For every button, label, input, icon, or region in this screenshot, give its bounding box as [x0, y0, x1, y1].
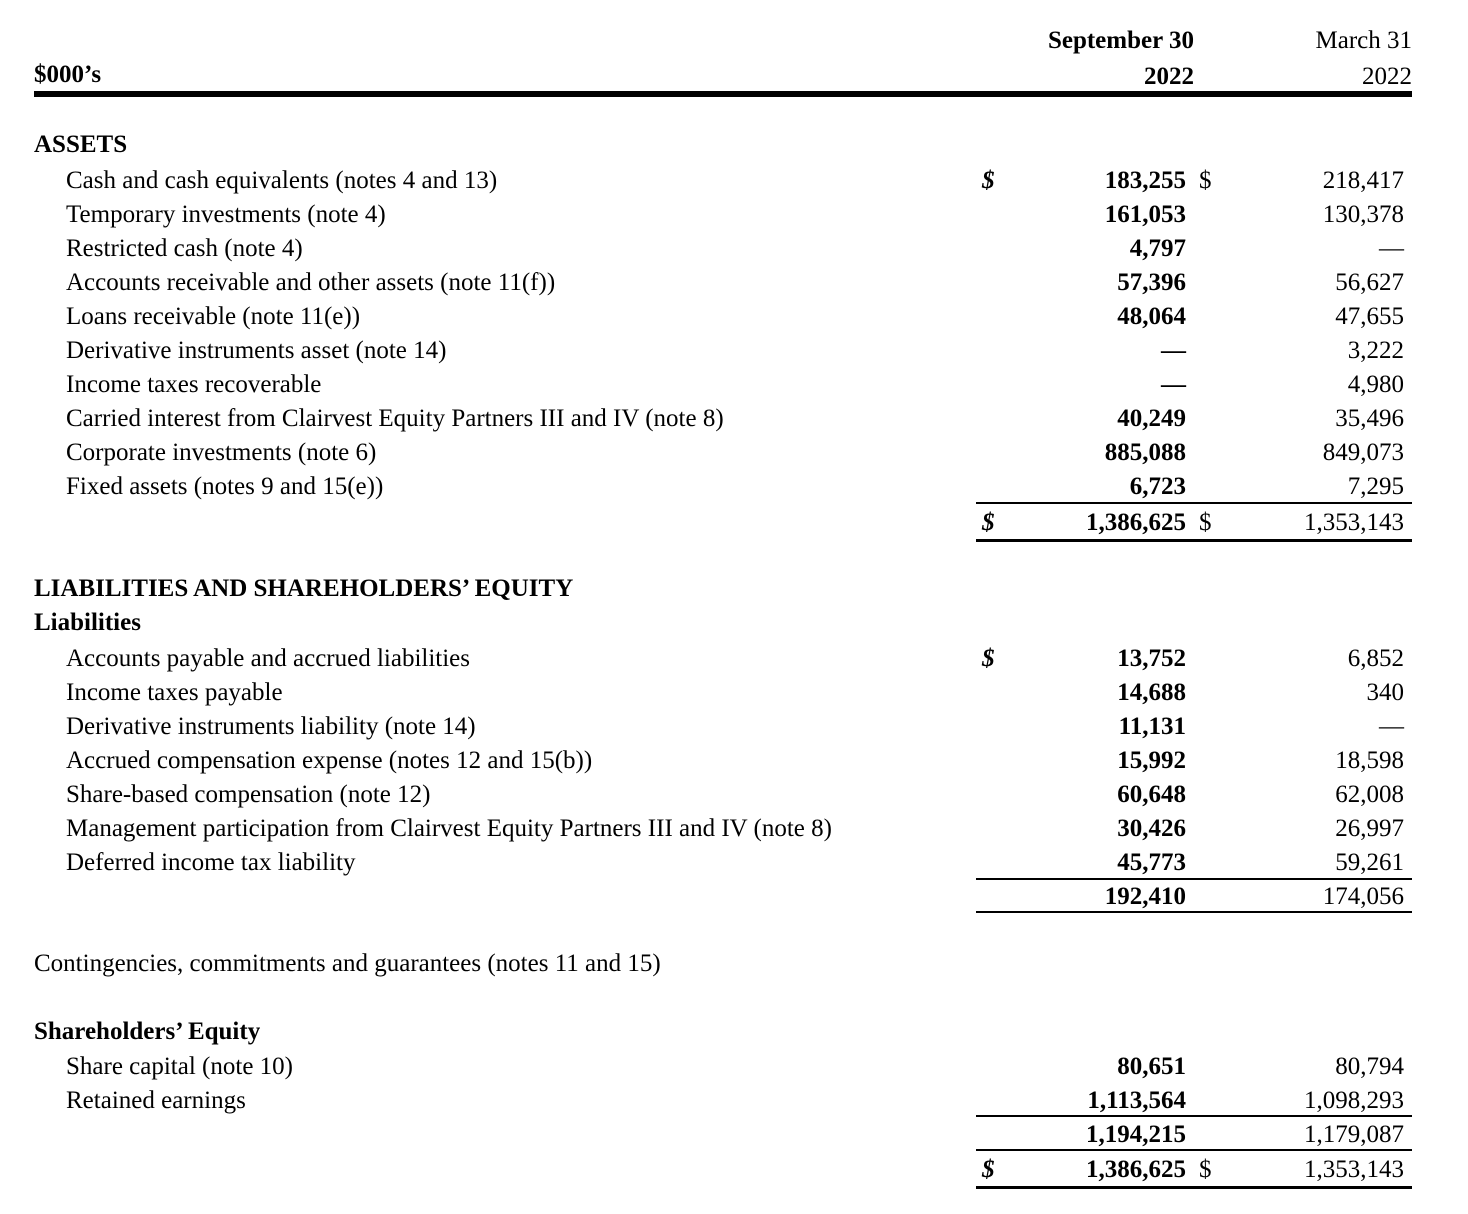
column-header-march-year: 2022 — [1362, 63, 1412, 90]
equity-heading: Shareholders’ Equity — [34, 1018, 261, 1045]
total-rule — [976, 539, 1412, 542]
value-september: 60,648 — [1117, 781, 1186, 808]
value-march: 130,378 — [1322, 201, 1404, 228]
value-march: 7,295 — [1347, 473, 1404, 500]
subtotal-rule — [976, 502, 1412, 504]
value-september: 48,064 — [1117, 303, 1186, 330]
value-march: 1,098,293 — [1304, 1087, 1404, 1114]
value-march: 4,980 — [1347, 371, 1404, 398]
value-september: 30,426 — [1117, 815, 1186, 842]
dollar-sign: $ — [1199, 1156, 1212, 1183]
units-label: $000’s — [34, 61, 102, 88]
row-label: Derivative instruments liability (note 14) — [66, 713, 476, 740]
row-label: Carried interest from Clairvest Equity Partners III and IV (note 8) — [66, 405, 724, 432]
value-september: 80,651 — [1117, 1053, 1186, 1080]
total-rule — [976, 1186, 1412, 1189]
value-september: 1,113,564 — [1087, 1087, 1186, 1114]
value-march: 340 — [1366, 679, 1404, 706]
value-september: 13,752 — [1117, 645, 1186, 672]
row-label: Share-based compensation (note 12) — [66, 781, 431, 808]
row-label: Share capital (note 10) — [66, 1053, 293, 1080]
value-september: 6,723 — [1129, 473, 1186, 500]
column-header-march: March 31 — [1315, 27, 1412, 54]
row-label: Accrued compensation expense (notes 12 and 15(b)) — [66, 747, 593, 774]
column-header-september-year: 2022 — [1144, 63, 1194, 90]
value-september: 4,797 — [1129, 235, 1186, 262]
row-label: Loans receivable (note 11(e)) — [66, 303, 361, 330]
value-september: — — [1161, 371, 1186, 398]
row-label: Derivative instruments asset (note 14) — [66, 337, 447, 364]
column-header-september: September 30 — [1047, 27, 1194, 54]
value-march: 59,261 — [1335, 849, 1404, 876]
total-liabilities-equity-march: 1,353,143 — [1304, 1156, 1404, 1183]
row-label: Retained earnings — [66, 1087, 246, 1114]
dollar-sign: $ — [982, 167, 995, 194]
value-march: — — [1379, 713, 1404, 740]
row-label: Cash and cash equivalents (notes 4 and 13) — [66, 167, 498, 194]
value-september: 15,992 — [1117, 747, 1186, 774]
row-label: Accounts payable and accrued liabilities — [66, 645, 471, 672]
row-label: Corporate investments (note 6) — [66, 439, 377, 466]
row-label: Accounts receivable and other assets (note 11(f)) — [66, 269, 556, 296]
value-march: 47,655 — [1335, 303, 1404, 330]
value-march: 35,496 — [1335, 405, 1404, 432]
value-september: — — [1161, 337, 1186, 364]
dollar-sign: $ — [1199, 509, 1212, 536]
total-liabilities-equity-september: 1,386,625 — [1086, 1156, 1186, 1183]
value-march: 56,627 — [1335, 269, 1404, 296]
value-march: — — [1379, 235, 1404, 262]
value-march: 218,417 — [1322, 167, 1404, 194]
row-label: Fixed assets (notes 9 and 15(e)) — [66, 473, 384, 500]
value-september: 40,249 — [1117, 405, 1186, 432]
value-september: 57,396 — [1117, 269, 1186, 296]
subtotal-rule — [976, 1149, 1412, 1151]
value-september: 161,053 — [1104, 201, 1186, 228]
liabilities-subheading: Liabilities — [34, 609, 141, 636]
value-september: 183,255 — [1104, 167, 1186, 194]
value-september: 45,773 — [1117, 849, 1186, 876]
total-liabilities-march: 174,056 — [1322, 883, 1404, 910]
value-march: 80,794 — [1335, 1053, 1404, 1080]
row-label: Income taxes payable — [66, 679, 283, 706]
dollar-sign: $ — [982, 645, 995, 672]
total-rule — [976, 911, 1412, 913]
contingencies-note: Contingencies, commitments and guarantees (notes 11 and 15) — [34, 950, 661, 977]
equity-subtotal-march: 1,179,087 — [1304, 1121, 1404, 1148]
dollar-sign: $ — [982, 1156, 995, 1183]
value-march: 6,852 — [1347, 645, 1404, 672]
total-liabilities-september: 192,410 — [1104, 883, 1186, 910]
dollar-sign: $ — [982, 509, 995, 536]
header-rule — [34, 91, 1412, 97]
value-march: 849,073 — [1322, 439, 1404, 466]
row-label: Management participation from Clairvest Equity Partners III and IV (note 8) — [66, 815, 832, 842]
value-september: 11,131 — [1118, 713, 1186, 740]
value-march: 62,008 — [1335, 781, 1404, 808]
value-september: 885,088 — [1104, 439, 1186, 466]
row-label: Deferred income tax liability — [66, 849, 356, 876]
value-september: 14,688 — [1117, 679, 1186, 706]
subtotal-rule — [976, 1115, 1412, 1117]
value-march: 26,997 — [1335, 815, 1404, 842]
row-label: Temporary investments (note 4) — [66, 201, 386, 228]
row-label: Income taxes recoverable — [66, 371, 322, 398]
equity-subtotal-september: 1,194,215 — [1086, 1121, 1186, 1148]
assets-heading: ASSETS — [34, 131, 128, 158]
liabilities-equity-heading: LIABILITIES AND SHAREHOLDERS’ EQUITY — [34, 575, 574, 602]
total-assets-september: 1,386,625 — [1086, 509, 1186, 536]
total-assets-march: 1,353,143 — [1304, 509, 1404, 536]
dollar-sign: $ — [1199, 167, 1212, 194]
value-march: 18,598 — [1335, 747, 1404, 774]
row-label: Restricted cash (note 4) — [66, 235, 303, 262]
value-march: 3,222 — [1347, 337, 1404, 364]
